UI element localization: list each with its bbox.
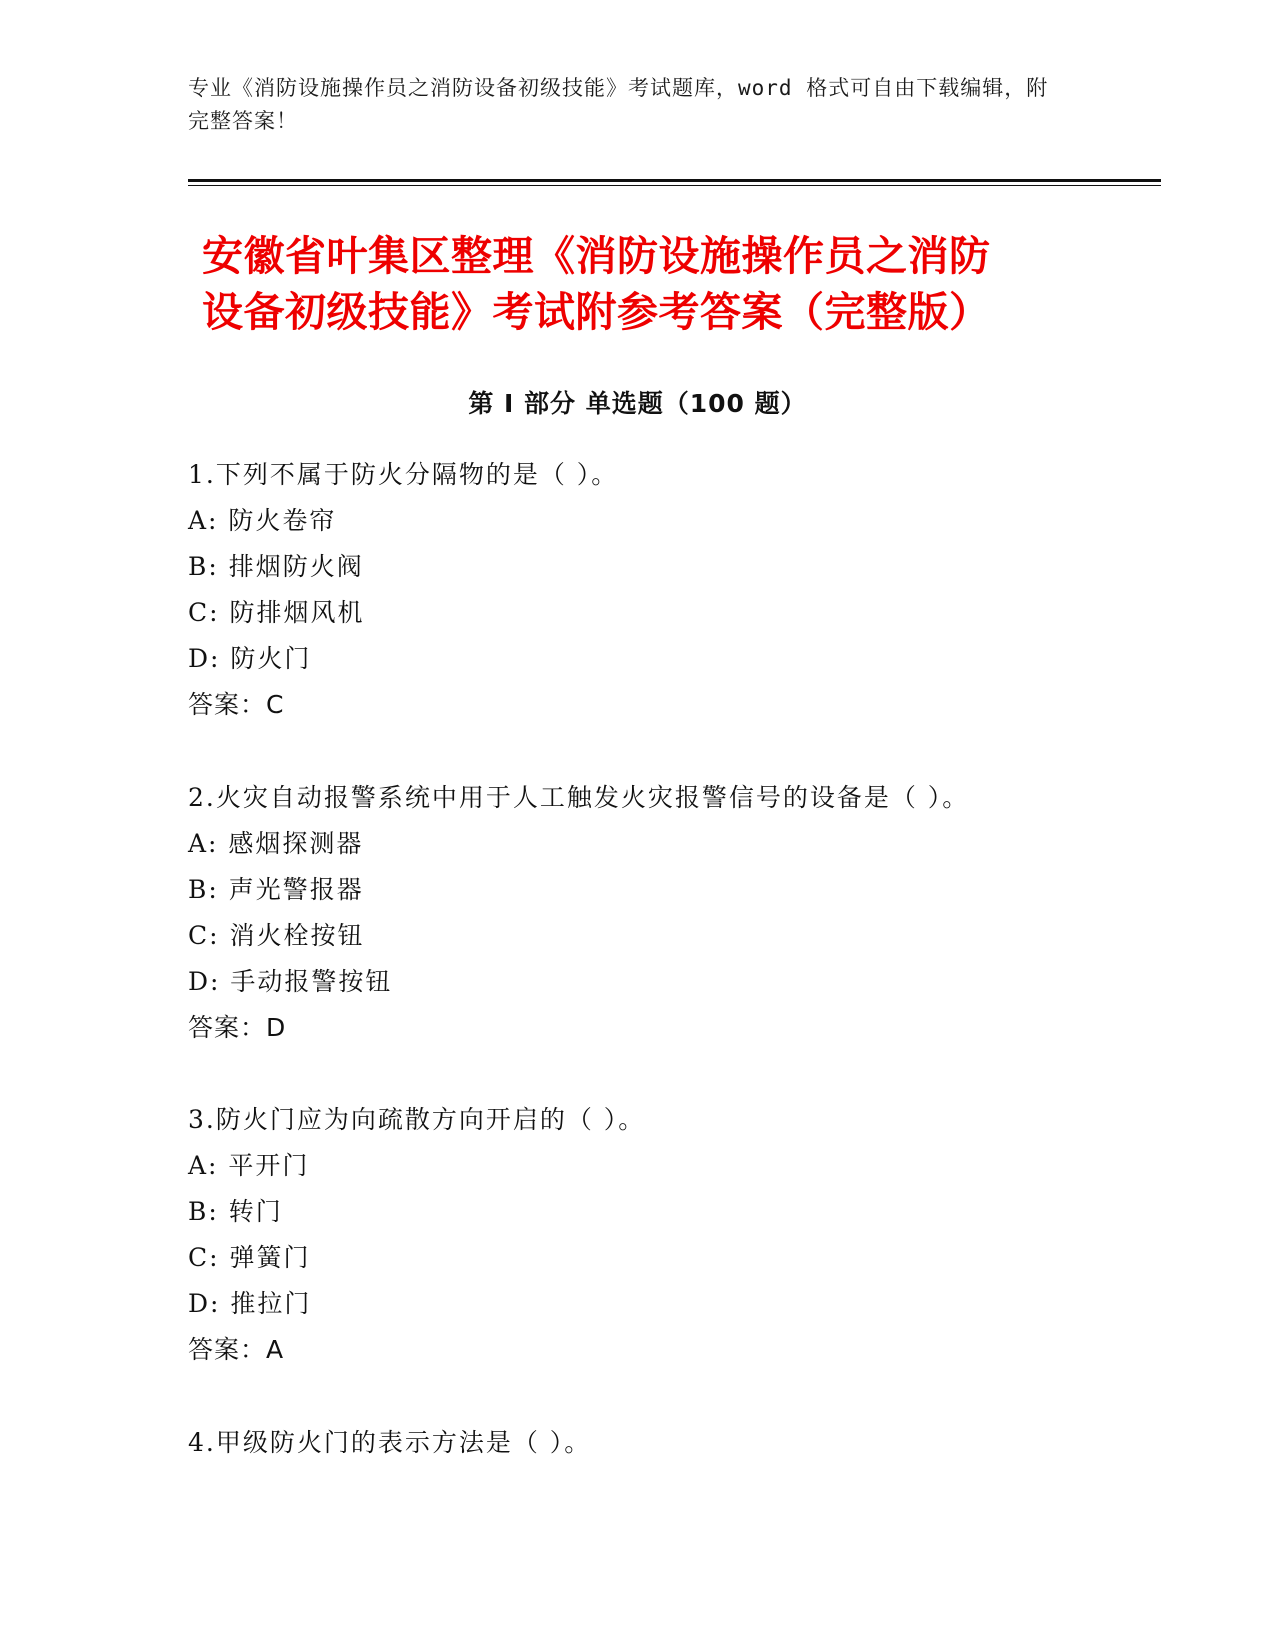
option-b: B: 转门: [188, 1197, 283, 1226]
option-a: A: 平开门: [188, 1151, 310, 1180]
question-1: [188, 452, 1088, 728]
question-4: [188, 1420, 1088, 1466]
option-d: D: 防火门: [188, 644, 312, 673]
option-d: D: 推拉门: [188, 1289, 312, 1318]
option-c: C: 防排烟风机: [188, 598, 365, 627]
option-c: C: 消火栓按钮: [188, 921, 365, 950]
title-line-1: 安徽省叶集区整理《消防设施操作员之消防: [202, 232, 991, 280]
option-a: A: 防火卷帘: [188, 506, 337, 535]
header-divider-thin: [188, 185, 1161, 186]
document-title: [202, 228, 1082, 340]
question-stem: 4.甲级防火门的表示方法是（ ）。: [188, 1428, 592, 1457]
option-a: A: 感烟探测器: [188, 829, 364, 858]
question-stem: 3.防火门应为向疏散方向开启的（ ）。: [188, 1105, 646, 1134]
section-title: 第 I 部分 单选题（100 题）: [468, 389, 807, 418]
option-c: C: 弹簧门: [188, 1243, 311, 1272]
answer: 答案：D: [188, 1013, 287, 1042]
question-2: [188, 775, 1088, 1051]
header-divider-thick: [188, 179, 1161, 182]
question-3: [188, 1097, 1088, 1373]
question-stem: 1.下列不属于防火分隔物的是（ ）。: [188, 460, 619, 489]
question-stem: 2.火灾自动报警系统中用于人工触发火灾报警信号的设备是（ ）。: [188, 783, 970, 812]
header-note: 专业《消防设施操作员之消防设备初级技能》考试题库，word 格式可自由下载编辑，附完整答案！: [188, 76, 1049, 133]
title-line-2: 设备初级技能》考试附参考答案（完整版）: [202, 288, 991, 336]
option-b: B: 排烟防火阀: [188, 552, 364, 581]
answer: 答案：C: [188, 690, 285, 719]
option-d: D: 手动报警按钮: [188, 967, 393, 996]
option-b: B: 声光警报器: [188, 875, 364, 904]
answer: 答案：A: [188, 1335, 285, 1364]
